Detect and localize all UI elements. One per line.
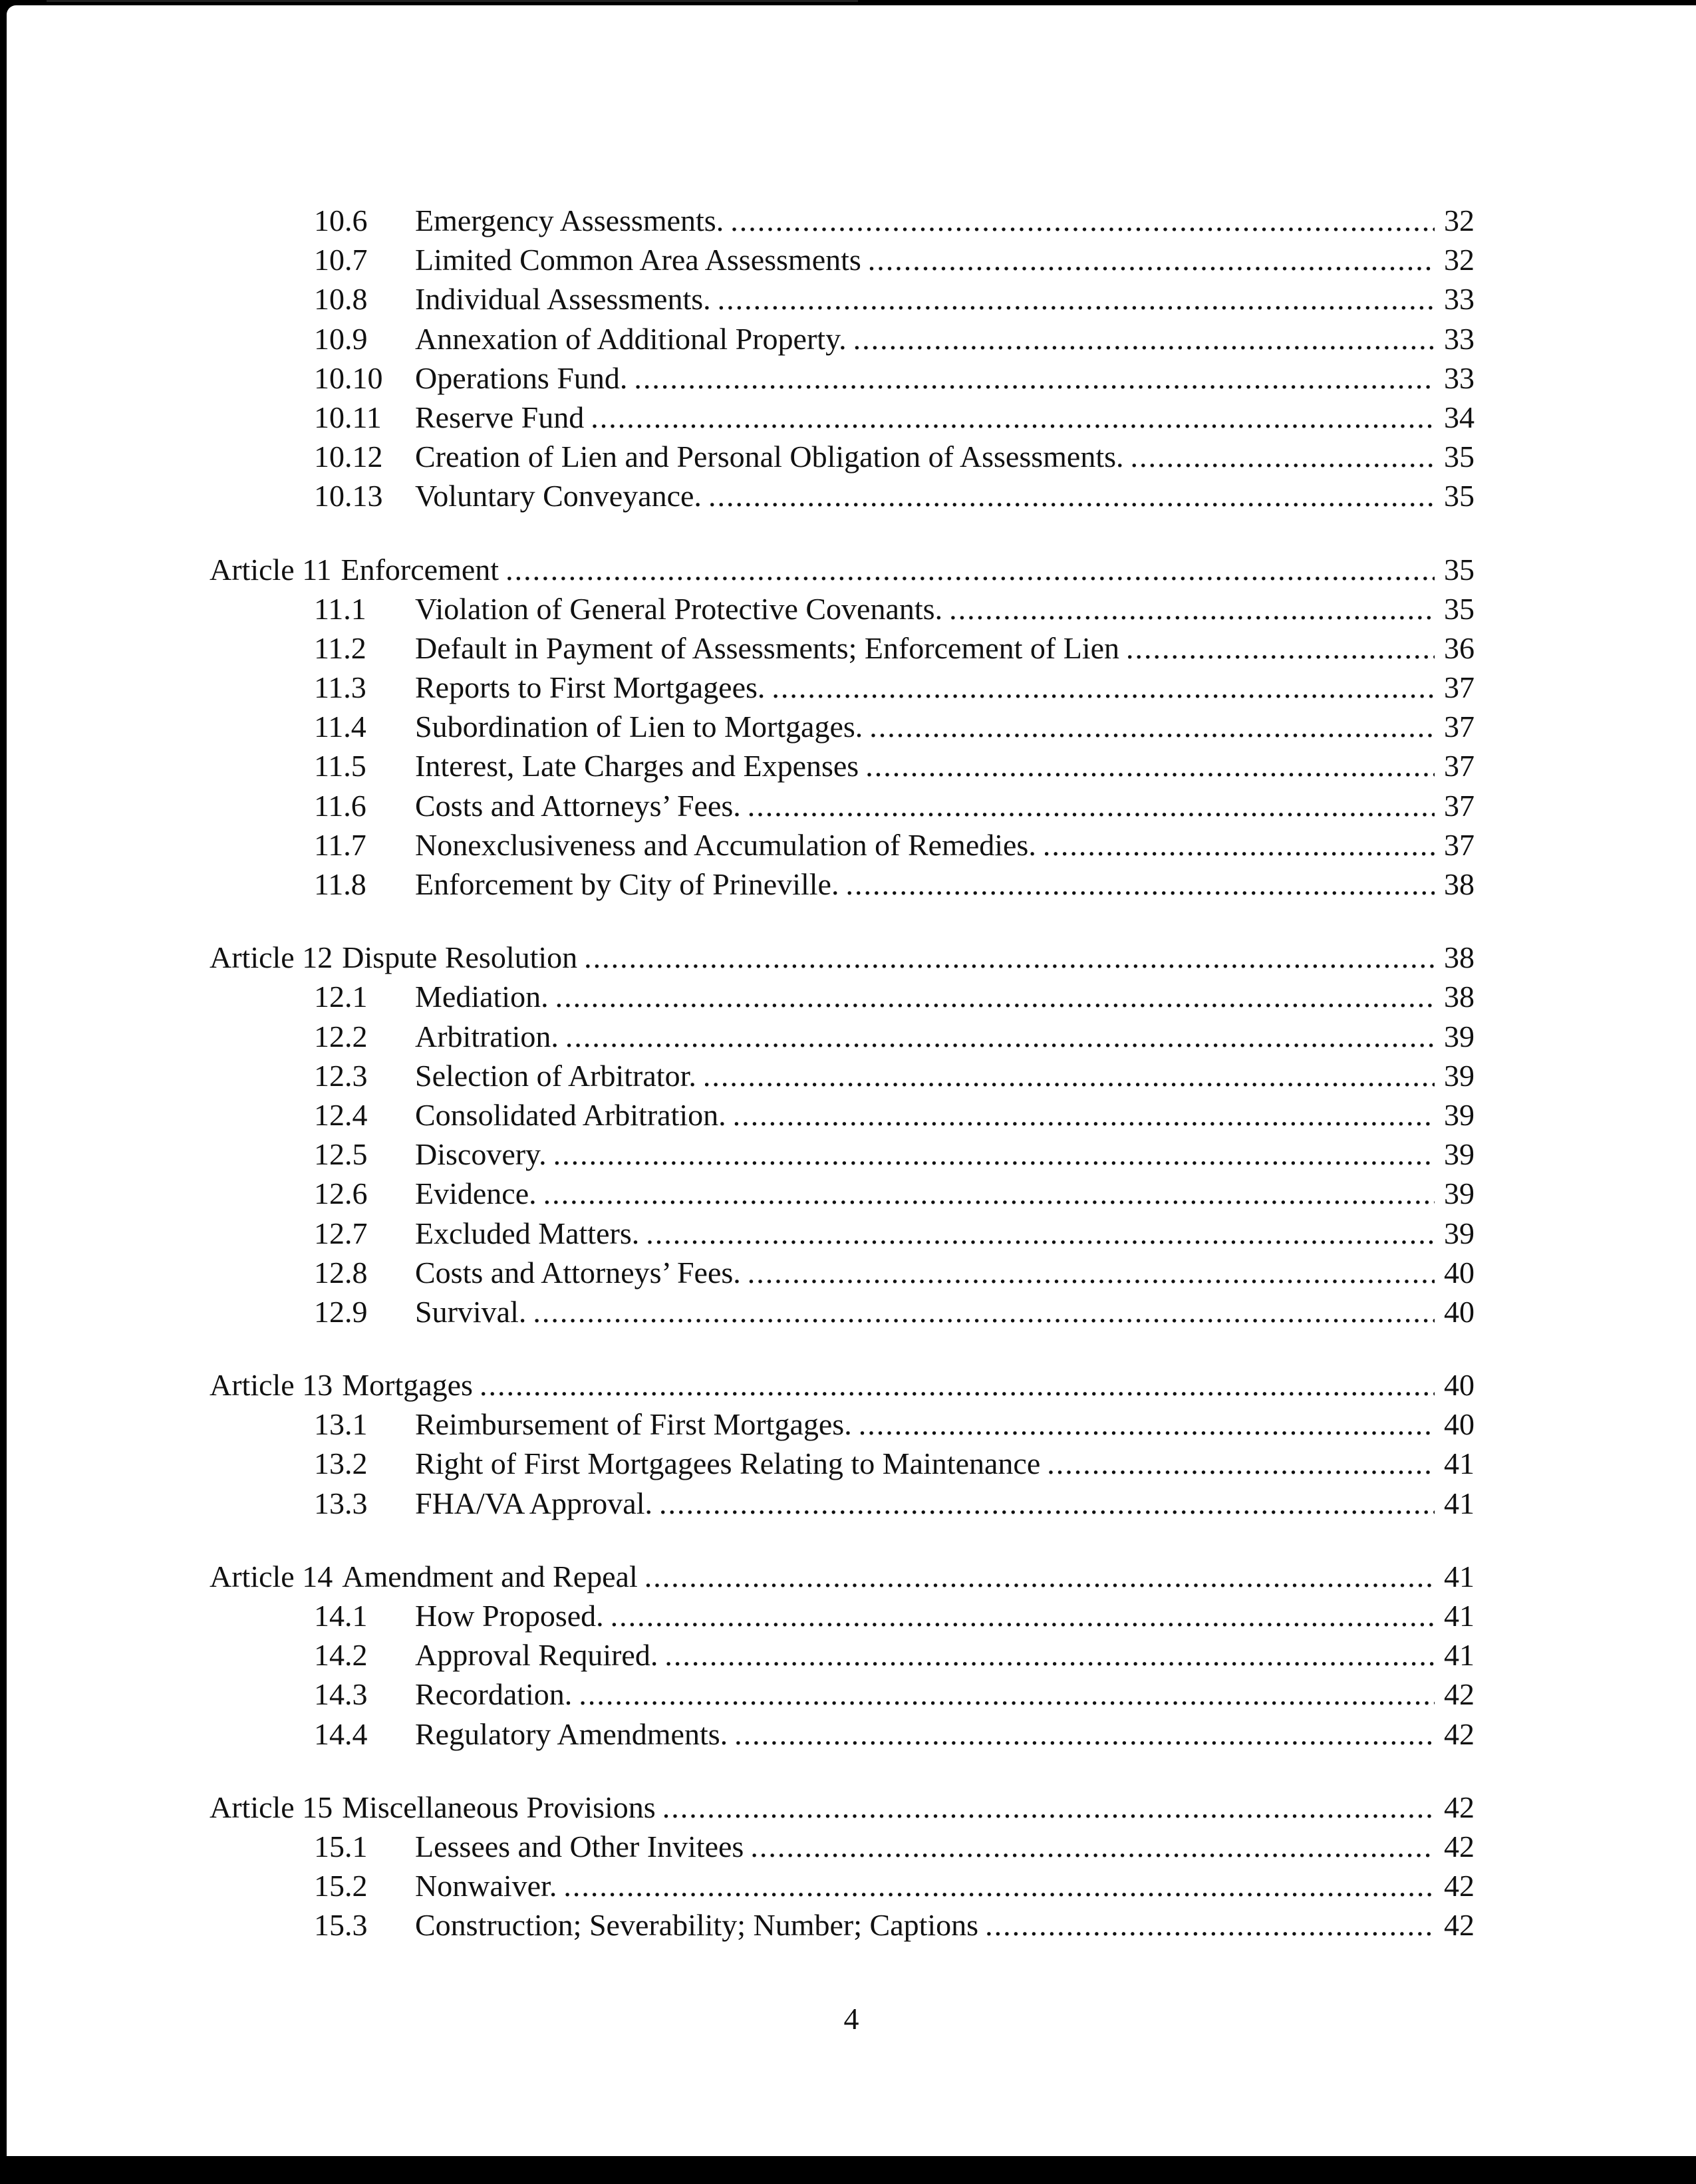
- toc-article-entry[interactable]: [210, 550, 1475, 589]
- dot-leader: [748, 786, 1435, 825]
- entry-page-number: 35: [1444, 479, 1475, 513]
- entry-page-number: 39: [1444, 1216, 1475, 1250]
- dot-leader: [644, 1557, 1435, 1596]
- entry-number: 12.9: [314, 1294, 368, 1329]
- entry-number: 11.7: [314, 827, 366, 862]
- toc-section-entry[interactable]: [210, 1056, 1475, 1095]
- toc-group: [210, 1557, 1475, 1754]
- entry-page-number: 37: [1444, 788, 1475, 823]
- dot-leader: [579, 1675, 1435, 1714]
- dot-leader: [646, 1214, 1435, 1253]
- entry-number: 13.1: [314, 1407, 368, 1442]
- toc-section-entry[interactable]: [210, 1905, 1475, 1945]
- entry-number: 15.3: [314, 1908, 368, 1943]
- entry-number: 14.1: [314, 1599, 368, 1633]
- entry-page-number: 33: [1444, 282, 1475, 317]
- dot-leader: [584, 938, 1435, 977]
- dot-leader: [659, 1484, 1435, 1523]
- toc-article-entry[interactable]: [210, 1557, 1475, 1596]
- entry-title: Recordation.: [415, 1677, 573, 1712]
- entry-title: Creation of Lien and Personal Obligation of Assessments.: [415, 440, 1124, 474]
- entry-title: Mediation.: [415, 980, 549, 1014]
- dot-leader: [868, 240, 1435, 279]
- entry-title: Nonexclusiveness and Accumulation of Remedies.: [415, 827, 1036, 862]
- entry-number: 10.12: [314, 440, 383, 474]
- entry-title: How Proposed.: [415, 1599, 604, 1633]
- entry-page-number: 40: [1444, 1368, 1475, 1403]
- entry-title: Reports to First Mortgagees.: [415, 670, 766, 705]
- toc-section-entry[interactable]: [210, 1714, 1475, 1754]
- dot-leader: [664, 1635, 1435, 1675]
- entry-page-number: 41: [1444, 1599, 1475, 1633]
- dot-leader: [553, 1135, 1435, 1174]
- toc-section-entry[interactable]: [210, 201, 1475, 240]
- entry-page-number: 35: [1444, 552, 1475, 587]
- entry-title: Limited Common Area Assessments: [415, 243, 861, 277]
- entry-page-number: 39: [1444, 1019, 1475, 1053]
- entry-title: Annexation of Additional Property.: [415, 321, 847, 356]
- toc-article-entry[interactable]: [210, 938, 1475, 977]
- toc-group: [210, 1365, 1475, 1523]
- toc-section-entry[interactable]: [210, 977, 1475, 1016]
- dot-leader: [733, 1095, 1435, 1135]
- entry-number: 11.6: [314, 788, 366, 823]
- dot-leader: [730, 201, 1435, 240]
- entry-title: Nonwaiver.: [415, 1869, 557, 1903]
- entry-title: Miscellaneous Provisions: [342, 1790, 656, 1824]
- entry-number: 12.8: [314, 1255, 368, 1290]
- toc-section-entry[interactable]: [210, 240, 1475, 279]
- entry-number: Article 13: [210, 1368, 333, 1403]
- entry-page-number: 33: [1444, 360, 1475, 395]
- entry-title: Excluded Matters.: [415, 1216, 640, 1250]
- entry-number: 11.8: [314, 867, 366, 901]
- toc-section-entry[interactable]: [210, 319, 1475, 358]
- entry-title: Subordination of Lien to Mortgages.: [415, 710, 863, 744]
- dot-leader: [662, 1788, 1435, 1827]
- dot-leader: [748, 1253, 1435, 1292]
- entry-page-number: 38: [1444, 940, 1475, 975]
- toc-section-entry[interactable]: [210, 1444, 1475, 1483]
- toc-section-entry[interactable]: [210, 1827, 1475, 1866]
- entry-page-number: 33: [1444, 321, 1475, 356]
- entry-number: 10.8: [314, 282, 368, 317]
- dot-leader: [859, 1405, 1435, 1444]
- entry-page-number: 41: [1444, 1486, 1475, 1520]
- entry-number: 11.4: [314, 710, 366, 744]
- entry-number: 12.2: [314, 1019, 368, 1053]
- dot-leader: [505, 550, 1435, 589]
- dot-leader: [853, 319, 1435, 358]
- entry-page-number: 41: [1444, 1559, 1475, 1593]
- toc-section-entry[interactable]: [210, 1292, 1475, 1331]
- toc-section-entry[interactable]: [210, 1405, 1475, 1444]
- entry-page-number: 39: [1444, 1058, 1475, 1093]
- toc-section-entry[interactable]: [210, 1214, 1475, 1253]
- entry-title: Consolidated Arbitration.: [415, 1097, 726, 1132]
- dot-leader: [1126, 628, 1435, 668]
- entry-title: Violation of General Protective Covenants.: [415, 591, 943, 626]
- entry-number: 13.2: [314, 1446, 368, 1481]
- toc-section-entry[interactable]: [210, 707, 1475, 746]
- toc-section-entry[interactable]: [210, 1484, 1475, 1523]
- entry-title: Arbitration.: [415, 1019, 559, 1053]
- entry-number: 14.4: [314, 1716, 368, 1751]
- toc-section-entry[interactable]: [210, 1635, 1475, 1675]
- entry-page-number: 42: [1444, 1908, 1475, 1943]
- entry-number: Article 12: [210, 940, 333, 975]
- entry-number: 15.2: [314, 1869, 368, 1903]
- entry-number: 10.10: [314, 360, 383, 395]
- toc-section-entry[interactable]: [210, 668, 1475, 707]
- entry-page-number: 39: [1444, 1097, 1475, 1132]
- entry-page-number: 41: [1444, 1446, 1475, 1481]
- dot-leader: [563, 1866, 1435, 1905]
- toc-section-entry[interactable]: [210, 1675, 1475, 1714]
- toc-section-entry[interactable]: [210, 865, 1475, 904]
- entry-title: Regulatory Amendments.: [415, 1716, 728, 1751]
- entry-number: 10.7: [314, 243, 368, 277]
- dot-leader: [718, 279, 1435, 319]
- dot-leader: [543, 1174, 1435, 1213]
- entry-title: Mortgages: [342, 1368, 473, 1403]
- entry-page-number: 32: [1444, 204, 1475, 237]
- entry-page-number: 42: [1444, 1829, 1475, 1863]
- entry-page-number: 42: [1444, 1716, 1475, 1751]
- entry-page-number: 38: [1444, 980, 1475, 1014]
- toc-section-entry[interactable]: [210, 628, 1475, 668]
- entry-number: Article 11: [210, 552, 332, 587]
- toc-group: [210, 201, 1475, 516]
- entry-number: 10.9: [314, 321, 368, 356]
- toc-section-entry[interactable]: [210, 279, 1475, 319]
- entry-title: Default in Payment of Assessments; Enforcement of Lien: [415, 630, 1120, 665]
- entry-title: Interest, Late Charges and Expenses: [415, 749, 859, 783]
- entry-number: 12.5: [314, 1137, 368, 1172]
- entry-title: Discovery.: [415, 1137, 547, 1172]
- entry-number: 12.7: [314, 1216, 368, 1250]
- entry-number: 10.13: [314, 479, 383, 513]
- entry-page-number: 36: [1444, 630, 1475, 665]
- entry-title: Lessees and Other Invitees: [415, 1829, 744, 1863]
- entry-number: 11.5: [314, 749, 366, 783]
- entry-number: 10.6: [314, 204, 368, 237]
- entry-title: Enforcement by City of Prineville.: [415, 867, 839, 901]
- entry-page-number: 41: [1444, 1638, 1475, 1673]
- dot-leader: [480, 1365, 1435, 1405]
- entry-page-number: 38: [1444, 867, 1475, 901]
- toc-section-entry[interactable]: [210, 398, 1475, 437]
- entry-page-number: 39: [1444, 1137, 1475, 1172]
- entry-page-number: 37: [1444, 749, 1475, 783]
- toc-group: [210, 1788, 1475, 1945]
- entry-title: Operations Fund.: [415, 360, 628, 395]
- toc-section-entry[interactable]: [210, 1596, 1475, 1635]
- dot-leader: [634, 358, 1435, 398]
- toc-section-entry[interactable]: [210, 786, 1475, 825]
- entry-page-number: 37: [1444, 710, 1475, 744]
- entry-number: 12.4: [314, 1097, 368, 1132]
- entry-page-number: 37: [1444, 827, 1475, 862]
- toc-section-entry[interactable]: [210, 1866, 1475, 1905]
- entry-number: 12.1: [314, 980, 368, 1014]
- dot-leader: [1047, 1444, 1435, 1483]
- dot-leader: [734, 1714, 1435, 1754]
- entry-page-number: 32: [1444, 243, 1475, 277]
- toc-section-entry[interactable]: [210, 1095, 1475, 1135]
- dot-leader: [708, 476, 1435, 515]
- toc-section-entry[interactable]: [210, 358, 1475, 398]
- toc-section-entry[interactable]: [210, 825, 1475, 865]
- entry-page-number: 40: [1444, 1294, 1475, 1329]
- entry-title: Evidence.: [415, 1176, 537, 1211]
- entry-page-number: 42: [1444, 1790, 1475, 1824]
- entry-number: 14.3: [314, 1677, 368, 1712]
- entry-title: Emergency Assessments.: [415, 204, 724, 237]
- entry-page-number: 42: [1444, 1869, 1475, 1903]
- dot-leader: [845, 865, 1435, 904]
- toc-group: [210, 938, 1475, 1331]
- toc-section-entry[interactable]: [210, 746, 1475, 785]
- entry-page-number: 40: [1444, 1407, 1475, 1442]
- toc-section-entry[interactable]: [210, 1253, 1475, 1292]
- scan-edge-line: [47, 0, 858, 2]
- entry-title: Reserve Fund: [415, 400, 585, 434]
- dot-leader: [750, 1827, 1435, 1866]
- dot-leader: [1131, 437, 1435, 476]
- entry-title: Selection of Arbitrator.: [415, 1058, 696, 1093]
- entry-title: Construction; Severability; Number; Captions: [415, 1908, 979, 1943]
- entry-title: Individual Assessments.: [415, 282, 711, 317]
- entry-page-number: 34: [1444, 400, 1475, 434]
- entry-title: Survival.: [415, 1294, 527, 1329]
- entry-number: 15.1: [314, 1829, 368, 1863]
- dot-leader: [611, 1596, 1435, 1635]
- toc-section-entry[interactable]: [210, 437, 1475, 476]
- dot-leader: [533, 1292, 1435, 1331]
- entry-page-number: 39: [1444, 1176, 1475, 1211]
- entry-title: Costs and Attorneys’ Fees.: [415, 1255, 741, 1290]
- entry-title: FHA/VA Approval.: [415, 1486, 652, 1520]
- entry-page-number: 35: [1444, 591, 1475, 626]
- dot-leader: [1043, 825, 1435, 865]
- entry-number: 12.3: [314, 1058, 368, 1093]
- entry-number: Article 15: [210, 1790, 333, 1824]
- entry-page-number: 37: [1444, 670, 1475, 705]
- entry-page-number: 42: [1444, 1677, 1475, 1712]
- dot-leader: [772, 668, 1435, 707]
- toc-section-entry[interactable]: [210, 1174, 1475, 1213]
- dot-leader: [555, 977, 1435, 1016]
- table-of-contents: [210, 201, 1475, 1945]
- entry-number: Article 14: [210, 1559, 333, 1593]
- entry-page-number: 35: [1444, 440, 1475, 474]
- entry-number: 11.3: [314, 670, 366, 705]
- entry-number: 10.11: [314, 400, 382, 434]
- entry-number: 12.6: [314, 1176, 368, 1211]
- entry-number: 13.3: [314, 1486, 368, 1520]
- entry-title: Voluntary Conveyance.: [415, 479, 702, 513]
- dot-leader: [865, 746, 1435, 785]
- entry-title: Dispute Resolution: [342, 940, 578, 975]
- entry-number: 11.1: [314, 591, 366, 626]
- entry-title: Amendment and Repeal: [342, 1559, 638, 1593]
- dot-leader: [869, 707, 1435, 746]
- entry-title: Right of First Mortgagees Relating to Maintenance: [415, 1446, 1041, 1481]
- toc-section-entry[interactable]: [210, 1017, 1475, 1056]
- dot-leader: [985, 1905, 1435, 1945]
- toc-section-entry[interactable]: [210, 476, 1475, 515]
- dot-leader: [949, 589, 1435, 628]
- toc-group: [210, 550, 1475, 904]
- entry-number: 14.2: [314, 1638, 368, 1673]
- toc-section-entry[interactable]: [210, 1135, 1475, 1174]
- page-number: 4: [843, 2002, 859, 2036]
- entry-title: Approval Required.: [415, 1638, 658, 1673]
- entry-number: 11.2: [314, 630, 366, 665]
- entry-title: Costs and Attorneys’ Fees.: [415, 788, 741, 823]
- toc-section-entry[interactable]: [210, 589, 1475, 628]
- toc-article-entry[interactable]: [210, 1365, 1475, 1405]
- entry-title: Reimbursement of First Mortgages.: [415, 1407, 852, 1442]
- entry-title: Enforcement: [341, 552, 499, 587]
- dot-leader: [703, 1056, 1435, 1095]
- entry-page-number: 40: [1444, 1255, 1475, 1290]
- dot-leader: [565, 1017, 1435, 1056]
- toc-article-entry[interactable]: [210, 1788, 1475, 1827]
- document-page: [7, 5, 1696, 2156]
- dot-leader: [591, 398, 1435, 437]
